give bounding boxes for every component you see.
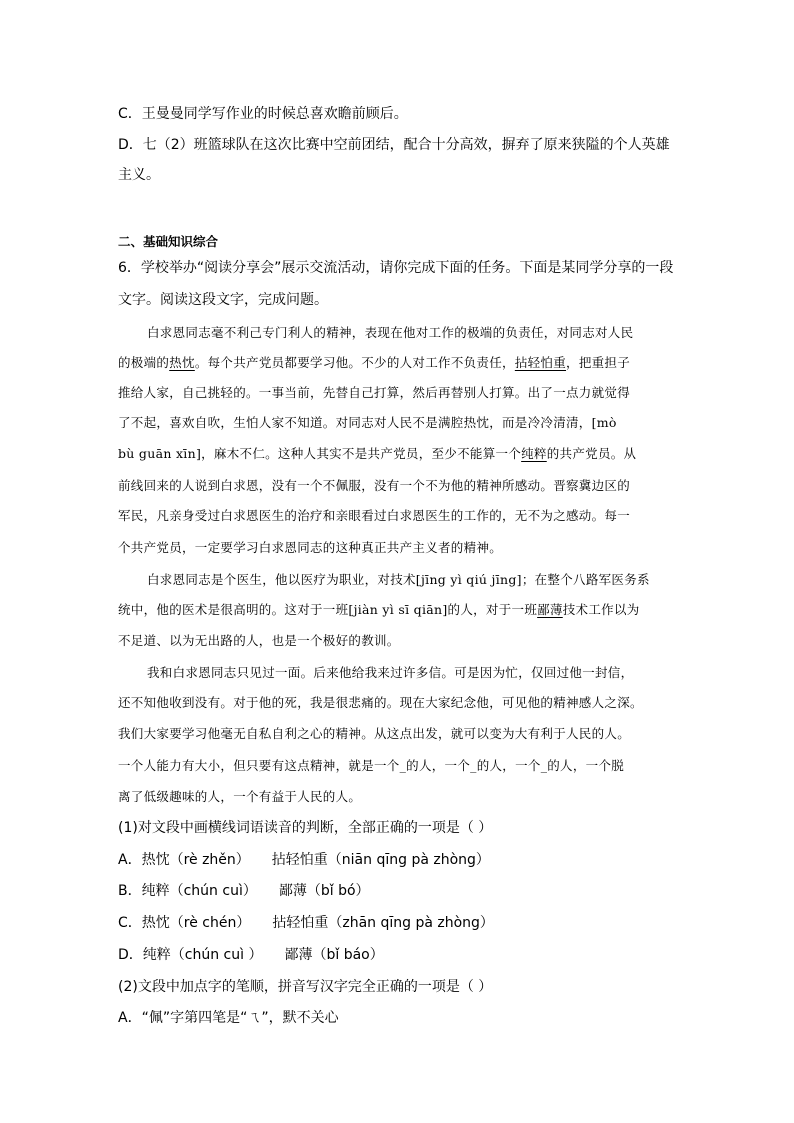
passage-line: 了不起，喜欢自吹，生怕人家不知道。对同志对人民不是满腔热忱，而是冷冷清清，[mò — [118, 415, 617, 430]
subquestion-1-option-c: C．热忱（rè chén） 拈轻怕重（zhān qīng pà zhòng） — [118, 915, 494, 931]
passage-line: 白求恩同志毫不利己专门利人的精神，表现在他对工作的极端的负责任，对同志对人民 — [147, 325, 634, 340]
passage-line: 前线回来的人说到白求恩，没有一个不佩服，没有一个不为他的精神所感动。晋察冀边区的 — [118, 478, 631, 493]
passage-line: 我和白求恩同志只见过一面。后来他给我来过许多信。可是因为忙，仅回过他一封信， — [147, 665, 634, 680]
question-line-2: 文字。阅读这段文字，完成问题。 — [118, 292, 328, 308]
subquestion-1-option-d: D．纯粹（chún cuì ） 鄙薄（bǐ báo） — [118, 947, 384, 963]
subquestion-1-option-a: A．热忱（rè zhěn） 拈轻怕重（niān qīng pà zhòng） — [118, 852, 490, 868]
question-line-1: 6．学校举办“阅读分享会”展示交流活动，请你完成下面的任务。下面是某同学分享的一段 — [118, 260, 674, 276]
subquestion-2-stem: (2)文段中加点字的笔顺，拼音写汉字完全正确的一项是（ ） — [118, 979, 493, 995]
subquestion-1-option-b: B．纯粹（chún cuì） 鄙薄（bǐ bó） — [118, 883, 370, 899]
underlined-word-chuncui: 纯粹 — [521, 446, 547, 461]
passage-line: 我们大家要学习他毫无自私自利之心的精神。从这点出发，就可以变为大有利于人民的人。 — [118, 726, 631, 741]
section-title: 二、基础知识综合 — [118, 234, 219, 249]
passage-line: bù guān xīn]，麻木不仁。这种人其实不是共产党员，至少不能算一个纯粹的共产党员。从 — [118, 446, 637, 461]
passage-line: 个共产党员，一定要学习白求恩同志的这种真正共产主义者的精神。 — [118, 540, 503, 555]
passage-line: 一个人能力有大小，但只要有这点精神，就是一个_的人，一个_的人，一个_的人，一个脱 — [118, 758, 625, 773]
passage-line: 不足道、以为无出路的人，也是一个极好的教训。 — [118, 633, 400, 648]
subquestion-1-stem: (1)对文段中画横线词语读音的判断，全部正确的一项是（ ） — [118, 820, 493, 836]
underlined-word-bibo: 鄙薄 — [537, 602, 563, 617]
subquestion-2-option-a: A．“佩”字第四笔是“ㄟ”，默不关心 — [118, 1010, 339, 1026]
passage-line: 还不知他收到没有。对于他的死，我是很悲痛的。现在大家纪念他，可见他的精神感人之深。 — [118, 695, 643, 710]
underlined-word-rechen: 热忱 — [169, 355, 195, 370]
option-d-line1: D．七（2）班篮球队在这次比赛中空前团结，配合十分高效，摒弃了原来狭隘的个人英雄 — [118, 137, 670, 153]
passage-line: 的极端的热忱。每个共产党员都要学习他。不少的人对工作不负责任，拈轻怕重，把重担子 — [118, 355, 631, 370]
option-d-line2: 主义。 — [118, 167, 160, 183]
passage-line: 推给人家，自己挑轻的。一事当前，先替自己打算，然后再替别人打算。出了一点力就觉得 — [118, 385, 631, 400]
passage-line: 白求恩同志是个医生，他以医疗为职业，对技术[jīng yì qiú jīng]；在整个八路军医务系 — [147, 572, 650, 587]
option-c: C．王曼曼同学写作业的时候总喜欢瞻前顾后。 — [118, 106, 408, 122]
passage-line: 离了低级趣味的人，一个有益于人民的人。 — [118, 789, 362, 804]
passage-line: 军民，凡亲身受过白求恩医生的治疗和亲眼看过白求恩医生的工作的，无不为之感动。每一 — [118, 508, 631, 523]
underlined-word-nianqingpazhong: 拈轻怕重 — [514, 355, 567, 370]
passage-line: 统中，他的医术是很高明的。这对于一班[jiàn yì sī qiān]的人，对于一班鄙薄技术工作以为 — [118, 602, 640, 617]
